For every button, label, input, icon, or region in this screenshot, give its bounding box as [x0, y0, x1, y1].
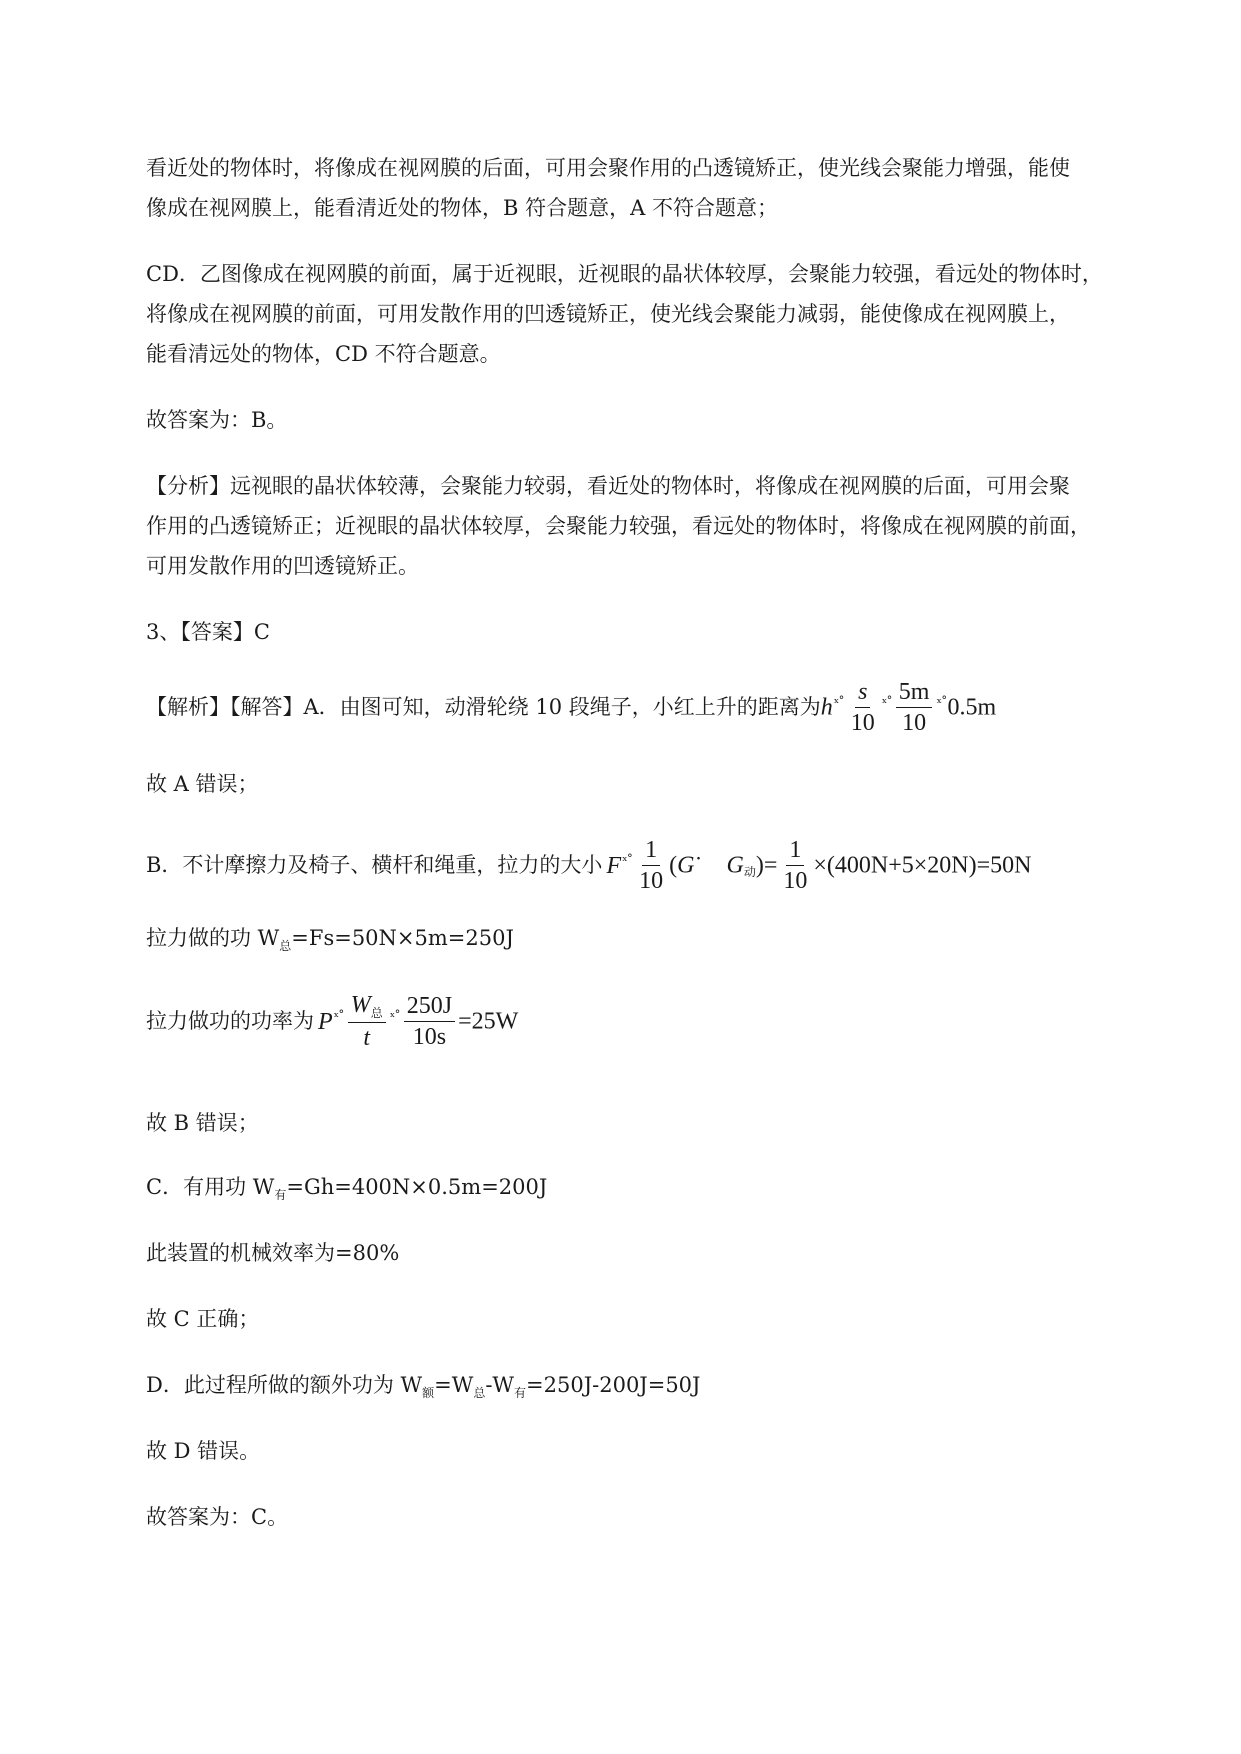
formula-text: 【解析】【解答】A．由图可知，动滑轮绕 10 段绳子，小红上升的距离为 — [146, 695, 821, 719]
result: ×(400N+5×20N)=50N — [813, 852, 1032, 879]
conclusion-line: 故 C 正确； — [146, 1307, 260, 1331]
work-rest: =Fs=50N×5m=250J — [291, 926, 514, 950]
conclusion-line: 故 A 错误； — [146, 772, 259, 796]
var-G: G — [677, 852, 695, 879]
formula-text: 拉力做功的功率为 — [146, 1009, 314, 1033]
fraction — [404, 994, 455, 1049]
fraction — [636, 838, 666, 893]
question-answer-heading: 3、【答案】C — [146, 620, 270, 644]
numerator: 250J — [404, 994, 455, 1022]
efficiency-line: 此装置的机械效率为=80% — [146, 1241, 400, 1265]
numerator — [348, 993, 386, 1023]
analysis-line: 可用发散作用的凹透镜矫正。 — [146, 554, 419, 578]
paragraph-line: CD．乙图像成在视网膜的前面，属于近视眼，近视眼的晶状体较厚，会聚能力较强，看远处的物体时， — [146, 262, 1103, 286]
useful-work-rest: =Gh=400N×0.5m=200J — [286, 1175, 548, 1199]
numerator: 1 — [642, 838, 660, 866]
answer-line: 故答案为：B。 — [146, 408, 288, 432]
equals-glyph: ˣ˚ — [333, 1010, 344, 1025]
fraction — [896, 680, 933, 735]
conclusion-line: 故 D 错误。 — [146, 1439, 261, 1463]
work-line — [146, 928, 514, 952]
numerator: 5m — [896, 680, 933, 708]
subscript: 额 — [422, 1386, 435, 1400]
analysis-line: 【分析】远视眼的晶状体较薄，会聚能力较弱，看近处的物体时，将像成在视网膜的后面，可用会聚 — [146, 474, 1070, 498]
subscript: 总 — [370, 1006, 383, 1020]
subscript: 有 — [514, 1386, 527, 1400]
equals-glyph: ˣ˚ — [881, 696, 892, 711]
paragraph-line: 看近处的物体时，将像成在视网膜的后面，可用会聚作用的凸透镜矫正，使光线会聚能力增强，能使 — [146, 156, 1070, 180]
paragraph-line: 像成在视网膜上，能看清近处的物体，B 符合题意，A 不符合题意； — [146, 196, 778, 220]
formula-line-distance — [146, 680, 996, 735]
formula-line-force — [146, 838, 1031, 893]
dot: ˙ — [694, 852, 703, 879]
extra-work-text: D．此过程所做的额外功为 W — [146, 1373, 423, 1397]
equals: )= — [755, 852, 778, 879]
fraction — [348, 993, 386, 1050]
var-F: F — [606, 852, 622, 879]
work-text: 拉力做的功 W — [146, 926, 280, 950]
result: =25W — [458, 1008, 519, 1035]
subscript: 总 — [279, 939, 292, 953]
extra-work-rest: =250J-200J=50J — [526, 1373, 701, 1397]
equals-glyph: ˣ˚ — [833, 696, 844, 711]
answer-line: 故答案为：C。 — [146, 1505, 289, 1529]
fraction — [780, 838, 810, 893]
formula-line-power — [146, 993, 518, 1050]
var-W: W — [350, 992, 371, 1018]
extra-work-mid: =W — [434, 1373, 474, 1397]
equals-glyph: ˣ˚ — [622, 854, 633, 869]
fraction — [848, 680, 878, 735]
subscript: 有 — [274, 1188, 287, 1202]
equals-glyph: ˣ˚ — [936, 696, 947, 711]
useful-work-line — [146, 1177, 547, 1201]
denominator: 10 — [850, 710, 875, 736]
subscript: 动 — [743, 865, 756, 879]
subscript: 总 — [473, 1386, 486, 1400]
denominator: 10 — [783, 868, 808, 894]
numerator: s — [855, 680, 870, 708]
analysis-line: 作用的凸透镜矫正；近视眼的晶状体较厚，会聚能力较强，看远处的物体时，将像成在视网膜的前面， — [146, 514, 1091, 538]
denominator: 10 — [639, 868, 664, 894]
paragraph-line: 能看清远处的物体，CD 不符合题意。 — [146, 342, 501, 366]
paren: ( — [669, 852, 678, 879]
denominator: 10 — [902, 710, 927, 736]
extra-work-line — [146, 1375, 700, 1399]
var-P: P — [318, 1008, 333, 1035]
result: 0.5m — [947, 694, 997, 721]
useful-work-text: C．有用功 W — [146, 1175, 275, 1199]
var-h: h — [820, 694, 833, 721]
numerator: 1 — [786, 838, 804, 866]
extra-work-mid: -W — [485, 1373, 515, 1397]
equals-glyph: ˣ˚ — [389, 1010, 400, 1025]
paragraph-line: 将像成在视网膜的前面，可用发散作用的凹透镜矫正，使光线会聚能力减弱，能使像成在视网膜上， — [146, 302, 1070, 326]
denominator: 10s — [412, 1024, 447, 1050]
var-G-dong: G — [726, 852, 744, 879]
conclusion-line: 故 B 错误； — [146, 1111, 259, 1135]
formula-text: B．不计摩擦力及椅子、横杆和绳重，拉力的大小 — [146, 853, 603, 877]
denominator: t — [363, 1025, 371, 1051]
